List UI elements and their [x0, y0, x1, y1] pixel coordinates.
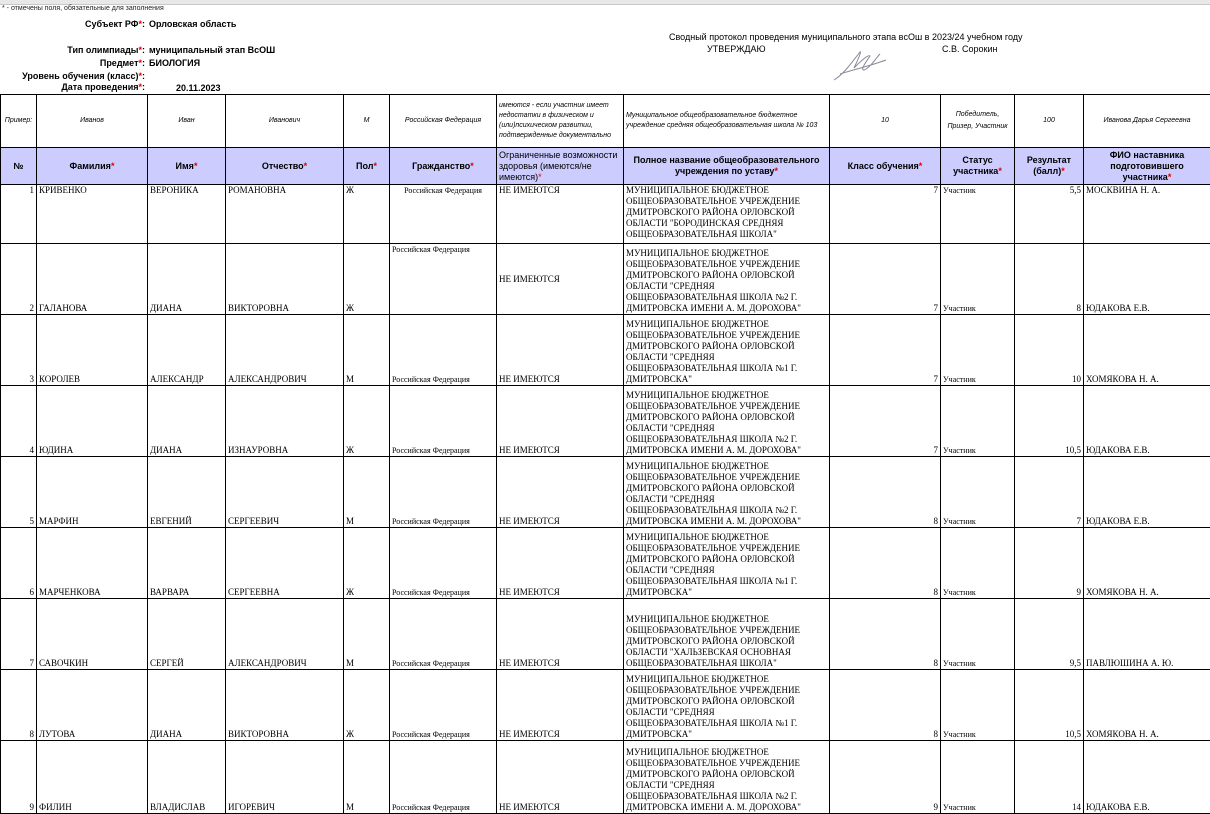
table-row — [1, 599, 1210, 670]
cell-citizenship[interactable]: Российская Федерация — [390, 185, 497, 244]
col-header-sex[interactable]: Пол* — [344, 148, 390, 185]
cell-sex[interactable]: Ж — [344, 386, 390, 457]
cell-status[interactable]: Участник — [941, 670, 1015, 741]
cell-status[interactable]: Участник — [941, 457, 1015, 528]
cell-patronymic[interactable]: СЕРГЕЕВИЧ — [226, 457, 344, 528]
cell-result[interactable]: 10,5 — [1015, 670, 1084, 741]
cell-sex[interactable]: М — [344, 741, 390, 814]
cell-result[interactable]: 5,5 — [1015, 185, 1084, 244]
cell-mentor[interactable]: ЮДАКОВА Е.В. — [1084, 741, 1210, 814]
cell-citizenship[interactable]: Российская Федерация — [390, 315, 497, 386]
cell-surname[interactable]: ГАЛАНОВА — [37, 244, 148, 315]
cell-num[interactable]: 4 — [1, 386, 37, 457]
cell-num[interactable]: 6 — [1, 528, 37, 599]
table-row — [1, 315, 1210, 386]
cell-result[interactable]: 7 — [1015, 457, 1084, 528]
example-cell[interactable]: Муниципальное общеобразовательное бюджетное учреждение средняя общеобразовательная школа № 103 — [624, 95, 830, 148]
cell-mentor[interactable]: ЮДАКОВА Е.В. — [1084, 457, 1210, 528]
required-fields-note: * - отмечены поля, обязательные для заполнения — [2, 5, 164, 12]
header-row — [1, 148, 1210, 185]
cell-num[interactable]: 5 — [1, 457, 37, 528]
date-label: Дата проведения*: — [0, 82, 145, 92]
cell-school[interactable]: МУНИЦИПАЛЬНОЕ БЮДЖЕТНОЕ ОБЩЕОБРАЗОВАТЕЛЬНОЕ УЧРЕЖДЕНИЕ ДМИТРОВСКОГО РАЙОНА ОРЛОВСКОЙ ОБЛАСТИ "СРЕДНЯЯ ОБЩЕОБРАЗОВАТЕЛЬНАЯ ШКОЛА №1 Г. ДМИТРОВСКА" — [624, 315, 830, 386]
cell-surname[interactable]: КРИВЕНКО — [37, 185, 148, 244]
cell-name[interactable]: ДИАНА — [148, 670, 226, 741]
cell-citizenship[interactable]: Российская Федерация — [390, 457, 497, 528]
cell-limited[interactable]: НЕ ИМЕЮТСЯ — [497, 185, 624, 244]
cell-mentor[interactable]: ХОМЯКОВА Н. А. — [1084, 528, 1210, 599]
col-header-result[interactable]: Результат (балл)* — [1015, 148, 1084, 185]
olympiad-type-value[interactable]: муниципальный этап ВсОШ — [149, 45, 275, 55]
col-header-name[interactable]: Имя* — [148, 148, 226, 185]
cell-result[interactable]: 9 — [1015, 528, 1084, 599]
cell-surname[interactable]: ЮДИНА — [37, 386, 148, 457]
cell-status[interactable]: Участник — [941, 315, 1015, 386]
cell-citizenship[interactable]: Российская Федерация — [390, 244, 497, 315]
cell-status[interactable]: Участник — [941, 185, 1015, 244]
cell-name[interactable]: СЕРГЕЙ — [148, 599, 226, 670]
subject-item-value[interactable]: БИОЛОГИЯ — [149, 58, 200, 68]
cell-grade[interactable]: 7 — [830, 185, 941, 244]
example-cell[interactable]: Иванова Дарья Сергеевна — [1084, 95, 1210, 148]
cell-limited[interactable]: НЕ ИМЕЮТСЯ — [497, 457, 624, 528]
col-header-mentor[interactable]: ФИО наставника подготовившего участника* — [1084, 148, 1210, 185]
cell-num[interactable]: 2 — [1, 244, 37, 315]
cell-patronymic[interactable]: СЕРГЕЕВНА — [226, 528, 344, 599]
cell-limited[interactable]: НЕ ИМЕЮТСЯ — [497, 670, 624, 741]
col-header-citizenship[interactable]: Гражданство* — [390, 148, 497, 185]
cell-surname[interactable]: ФИЛИН — [37, 741, 148, 814]
cell-grade[interactable]: 9 — [830, 741, 941, 814]
signature-icon — [830, 44, 890, 86]
cell-sex[interactable]: Ж — [344, 185, 390, 244]
table-row — [1, 670, 1210, 741]
cell-grade[interactable]: 8 — [830, 528, 941, 599]
example-cell[interactable]: Победитель, Призер, Участник — [941, 95, 1015, 148]
col-header-num[interactable]: № — [1, 148, 37, 185]
cell-sex[interactable]: М — [344, 315, 390, 386]
cell-status[interactable]: Участник — [941, 244, 1015, 315]
cell-grade[interactable]: 8 — [830, 599, 941, 670]
cell-grade[interactable]: 7 — [830, 315, 941, 386]
example-cell[interactable]: Иван — [148, 95, 226, 148]
example-cell[interactable]: Иванович — [226, 95, 344, 148]
column-header-strip[interactable] — [0, 0, 1210, 5]
cell-mentor[interactable]: МОСКВИНА Н. А. — [1084, 185, 1210, 244]
cell-name[interactable]: АЛЕКСАНДР — [148, 315, 226, 386]
subject-value[interactable]: Орловская область — [149, 19, 236, 29]
table-row — [1, 528, 1210, 599]
cell-citizenship[interactable]: Российская Федерация — [390, 386, 497, 457]
cell-num[interactable]: 7 — [1, 599, 37, 670]
cell-num[interactable]: 1 — [1, 185, 37, 244]
cell-mentor[interactable]: ЮДАКОВА Е.В. — [1084, 244, 1210, 315]
cell-sex[interactable]: Ж — [344, 670, 390, 741]
cell-school[interactable]: МУНИЦИПАЛЬНОЕ БЮДЖЕТНОЕ ОБЩЕОБРАЗОВАТЕЛЬНОЕ УЧРЕЖДЕНИЕ ДМИТРОВСКОГО РАЙОНА ОРЛОВСКОЙ ОБЛАСТИ "СРЕДНЯЯ ОБЩЕОБРАЗОВАТЕЛЬНАЯ ШКОЛА №1 Г. ДМИТРОВСКА" — [624, 670, 830, 741]
cell-name[interactable]: ВЛАДИСЛАВ — [148, 741, 226, 814]
col-header-status[interactable]: Статус участника* — [941, 148, 1015, 185]
cell-limited[interactable]: НЕ ИМЕЮТСЯ — [497, 386, 624, 457]
col-header-limited[interactable]: Ограниченные возможности здоровья (имеются/не имеются)* — [497, 148, 624, 185]
cell-name[interactable]: ВАРВАРА — [148, 528, 226, 599]
example-cell[interactable]: Иванов — [37, 95, 148, 148]
example-cell[interactable]: имеются - если участник имеет недостатки в физическом и (или)психическом развитии, подтвержденные документально — [497, 95, 624, 148]
cell-grade[interactable]: 7 — [830, 386, 941, 457]
table-row — [1, 741, 1210, 814]
cell-mentor[interactable]: ХОМЯКОВА Н. А. — [1084, 315, 1210, 386]
approve-label: УТВЕРЖДАЮ — [707, 44, 766, 54]
cell-num[interactable]: 9 — [1, 741, 37, 814]
col-header-surname[interactable]: Фамилия* — [37, 148, 148, 185]
cell-patronymic[interactable]: ВИКТОРОВНА — [226, 670, 344, 741]
cell-status[interactable]: Участник — [941, 599, 1015, 670]
cell-citizenship[interactable]: Российская Федерация — [390, 528, 497, 599]
cell-patronymic[interactable]: ИЗНАУРОВНА — [226, 386, 344, 457]
cell-sex[interactable]: М — [344, 599, 390, 670]
cell-mentor[interactable]: ЮДАКОВА Е.В. — [1084, 386, 1210, 457]
cell-mentor[interactable]: ХОМЯКОВА Н. А. — [1084, 670, 1210, 741]
cell-surname[interactable]: МАРЧЕНКОВА — [37, 528, 148, 599]
cell-school[interactable]: МУНИЦИПАЛЬНОЕ БЮДЖЕТНОЕ ОБЩЕОБРАЗОВАТЕЛЬНОЕ УЧРЕЖДЕНИЕ ДМИТРОВСКОГО РАЙОНА ОРЛОВСКОЙ ОБЛАСТИ "СРЕДНЯЯ ОБЩЕОБРАЗОВАТЕЛЬНАЯ ШКОЛА №2 Г. ДМИТРОВСКА ИМЕНИ А. М. ДОРОХОВА" — [624, 741, 830, 814]
cell-result[interactable]: 14 — [1015, 741, 1084, 814]
cell-num[interactable]: 8 — [1, 670, 37, 741]
cell-limited[interactable]: НЕ ИМЕЮТСЯ — [497, 741, 624, 814]
col-header-grade[interactable]: Класс обучения* — [830, 148, 941, 185]
cell-name[interactable]: ВЕРОНИКА — [148, 185, 226, 244]
cell-citizenship[interactable]: Российская Федерация — [390, 741, 497, 814]
cell-limited[interactable]: НЕ ИМЕЮТСЯ — [497, 244, 624, 315]
cell-surname[interactable]: КОРОЛЕВ — [37, 315, 148, 386]
cell-school[interactable]: МУНИЦИПАЛЬНОЕ БЮДЖЕТНОЕ ОБЩЕОБРАЗОВАТЕЛЬНОЕ УЧРЕЖДЕНИЕ ДМИТРОВСКОГО РАЙОНА ОРЛОВСКОЙ ОБЛАСТИ "ХАЛЬЗЕВСКАЯ ОСНОВНАЯ ОБЩЕОБРАЗОВАТЕЛЬНАЯ ШКОЛА" — [624, 599, 830, 670]
cell-status[interactable]: Участник — [941, 528, 1015, 599]
cell-patronymic[interactable]: АЛЕКСАНДРОВИЧ — [226, 599, 344, 670]
cell-patronymic[interactable]: ИГОРЕВИЧ — [226, 741, 344, 814]
cell-result[interactable]: 9,5 — [1015, 599, 1084, 670]
example-cell[interactable]: М — [344, 95, 390, 148]
cell-sex[interactable]: Ж — [344, 244, 390, 315]
example-cell[interactable]: 100 — [1015, 95, 1084, 148]
cell-mentor[interactable]: ПАВЛЮШИНА А. Ю. — [1084, 599, 1210, 670]
example-cell[interactable]: Пример: — [1, 95, 37, 148]
table-row — [1, 386, 1210, 457]
cell-school[interactable]: МУНИЦИПАЛЬНОЕ БЮДЖЕТНОЕ ОБЩЕОБРАЗОВАТЕЛЬНОЕ УЧРЕЖДЕНИЕ ДМИТРОВСКОГО РАЙОНА ОРЛОВСКОЙ ОБЛАСТИ "СРЕДНЯЯ ОБЩЕОБРАЗОВАТЕЛЬНАЯ ШКОЛА №2 Г. ДМИТРОВСКА ИМЕНИ А. М. ДОРОХОВА" — [624, 386, 830, 457]
cell-grade[interactable]: 8 — [830, 457, 941, 528]
cell-result[interactable]: 10 — [1015, 315, 1084, 386]
cell-limited[interactable]: НЕ ИМЕЮТСЯ — [497, 315, 624, 386]
col-header-school[interactable]: Полное название общеобразовательного учреждения по уставу* — [624, 148, 830, 185]
cell-result[interactable]: 10,5 — [1015, 386, 1084, 457]
cell-name[interactable]: ЕВГЕНИЙ — [148, 457, 226, 528]
cell-citizenship[interactable]: Российская Федерация — [390, 670, 497, 741]
table-row — [1, 185, 1210, 244]
example-row — [1, 95, 1210, 148]
cell-school[interactable]: МУНИЦИПАЛЬНОЕ БЮДЖЕТНОЕ ОБЩЕОБРАЗОВАТЕЛЬНОЕ УЧРЕЖДЕНИЕ ДМИТРОВСКОГО РАЙОНА ОРЛОВСКОЙ ОБЛАСТИ "БОРОДИНСКАЯ СРЕДНЯЯ ОБЩЕОБРАЗОВАТЕЛЬНАЯ ШКОЛА" — [624, 185, 830, 244]
table-row — [1, 244, 1210, 315]
cell-surname[interactable]: ЛУТОВА — [37, 670, 148, 741]
cell-grade[interactable]: 7 — [830, 244, 941, 315]
col-header-patronymic[interactable]: Отчество* — [226, 148, 344, 185]
cell-num[interactable]: 3 — [1, 315, 37, 386]
level-label: Уровень обучения (класс)*: — [0, 71, 145, 81]
cell-limited[interactable]: НЕ ИМЕЮТСЯ — [497, 599, 624, 670]
olympiad-protocol-table — [0, 94, 1210, 814]
table-row — [1, 457, 1210, 528]
subject-label: Субъект РФ*: — [0, 19, 145, 29]
subject-item-label: Предмет*: — [0, 58, 145, 68]
cell-name[interactable]: ДИАНА — [148, 386, 226, 457]
cell-sex[interactable]: М — [344, 457, 390, 528]
cell-school[interactable]: МУНИЦИПАЛЬНОЕ БЮДЖЕТНОЕ ОБЩЕОБРАЗОВАТЕЛЬНОЕ УЧРЕЖДЕНИЕ ДМИТРОВСКОГО РАЙОНА ОРЛОВСКОЙ ОБЛАСТИ "СРЕДНЯЯ ОБЩЕОБРАЗОВАТЕЛЬНАЯ ШКОЛА №1 Г. ДМИТРОВСКА" — [624, 528, 830, 599]
cell-status[interactable]: Участник — [941, 741, 1015, 814]
cell-patronymic[interactable]: РОМАНОВНА — [226, 185, 344, 244]
date-value[interactable]: 20.11.2023 — [176, 83, 221, 93]
cell-grade[interactable]: 8 — [830, 670, 941, 741]
cell-patronymic[interactable]: АЛЕКСАНДРОВИЧ — [226, 315, 344, 386]
cell-school[interactable]: МУНИЦИПАЛЬНОЕ БЮДЖЕТНОЕ ОБЩЕОБРАЗОВАТЕЛЬНОЕ УЧРЕЖДЕНИЕ ДМИТРОВСКОГО РАЙОНА ОРЛОВСКОЙ ОБЛАСТИ "СРЕДНЯЯ ОБЩЕОБРАЗОВАТЕЛЬНАЯ ШКОЛА №2 Г. ДМИТРОВСКА ИМЕНИ А. М. ДОРОХОВА" — [624, 457, 830, 528]
cell-name[interactable]: ДИАНА — [148, 244, 226, 315]
protocol-title: Сводный протокол проведения муниципального этапа вcОш в 2023/24 учебном году — [669, 32, 1023, 42]
cell-surname[interactable]: МАРФИН — [37, 457, 148, 528]
cell-patronymic[interactable]: ВИКТОРОВНА — [226, 244, 344, 315]
example-cell[interactable]: Российская Федерация — [390, 95, 497, 148]
cell-school[interactable]: МУНИЦИПАЛЬНОЕ БЮДЖЕТНОЕ ОБЩЕОБРАЗОВАТЕЛЬНОЕ УЧРЕЖДЕНИЕ ДМИТРОВСКОГО РАЙОНА ОРЛОВСКОЙ ОБЛАСТИ "СРЕДНЯЯ ОБЩЕОБРАЗОВАТЕЛЬНАЯ ШКОЛА №2 Г. ДМИТРОВСКА ИМЕНИ А. М. ДОРОХОВА" — [624, 244, 830, 315]
cell-sex[interactable]: Ж — [344, 528, 390, 599]
cell-status[interactable]: Участник — [941, 386, 1015, 457]
cell-result[interactable]: 8 — [1015, 244, 1084, 315]
example-cell[interactable]: 10 — [830, 95, 941, 148]
cell-citizenship[interactable]: Российская Федерация — [390, 599, 497, 670]
signatory-name: С.В. Сорокин — [942, 44, 997, 54]
olympiad-type-label: Тип олимпиады*: — [0, 45, 145, 55]
cell-surname[interactable]: САВОЧКИН — [37, 599, 148, 670]
cell-limited[interactable]: НЕ ИМЕЮТСЯ — [497, 528, 624, 599]
